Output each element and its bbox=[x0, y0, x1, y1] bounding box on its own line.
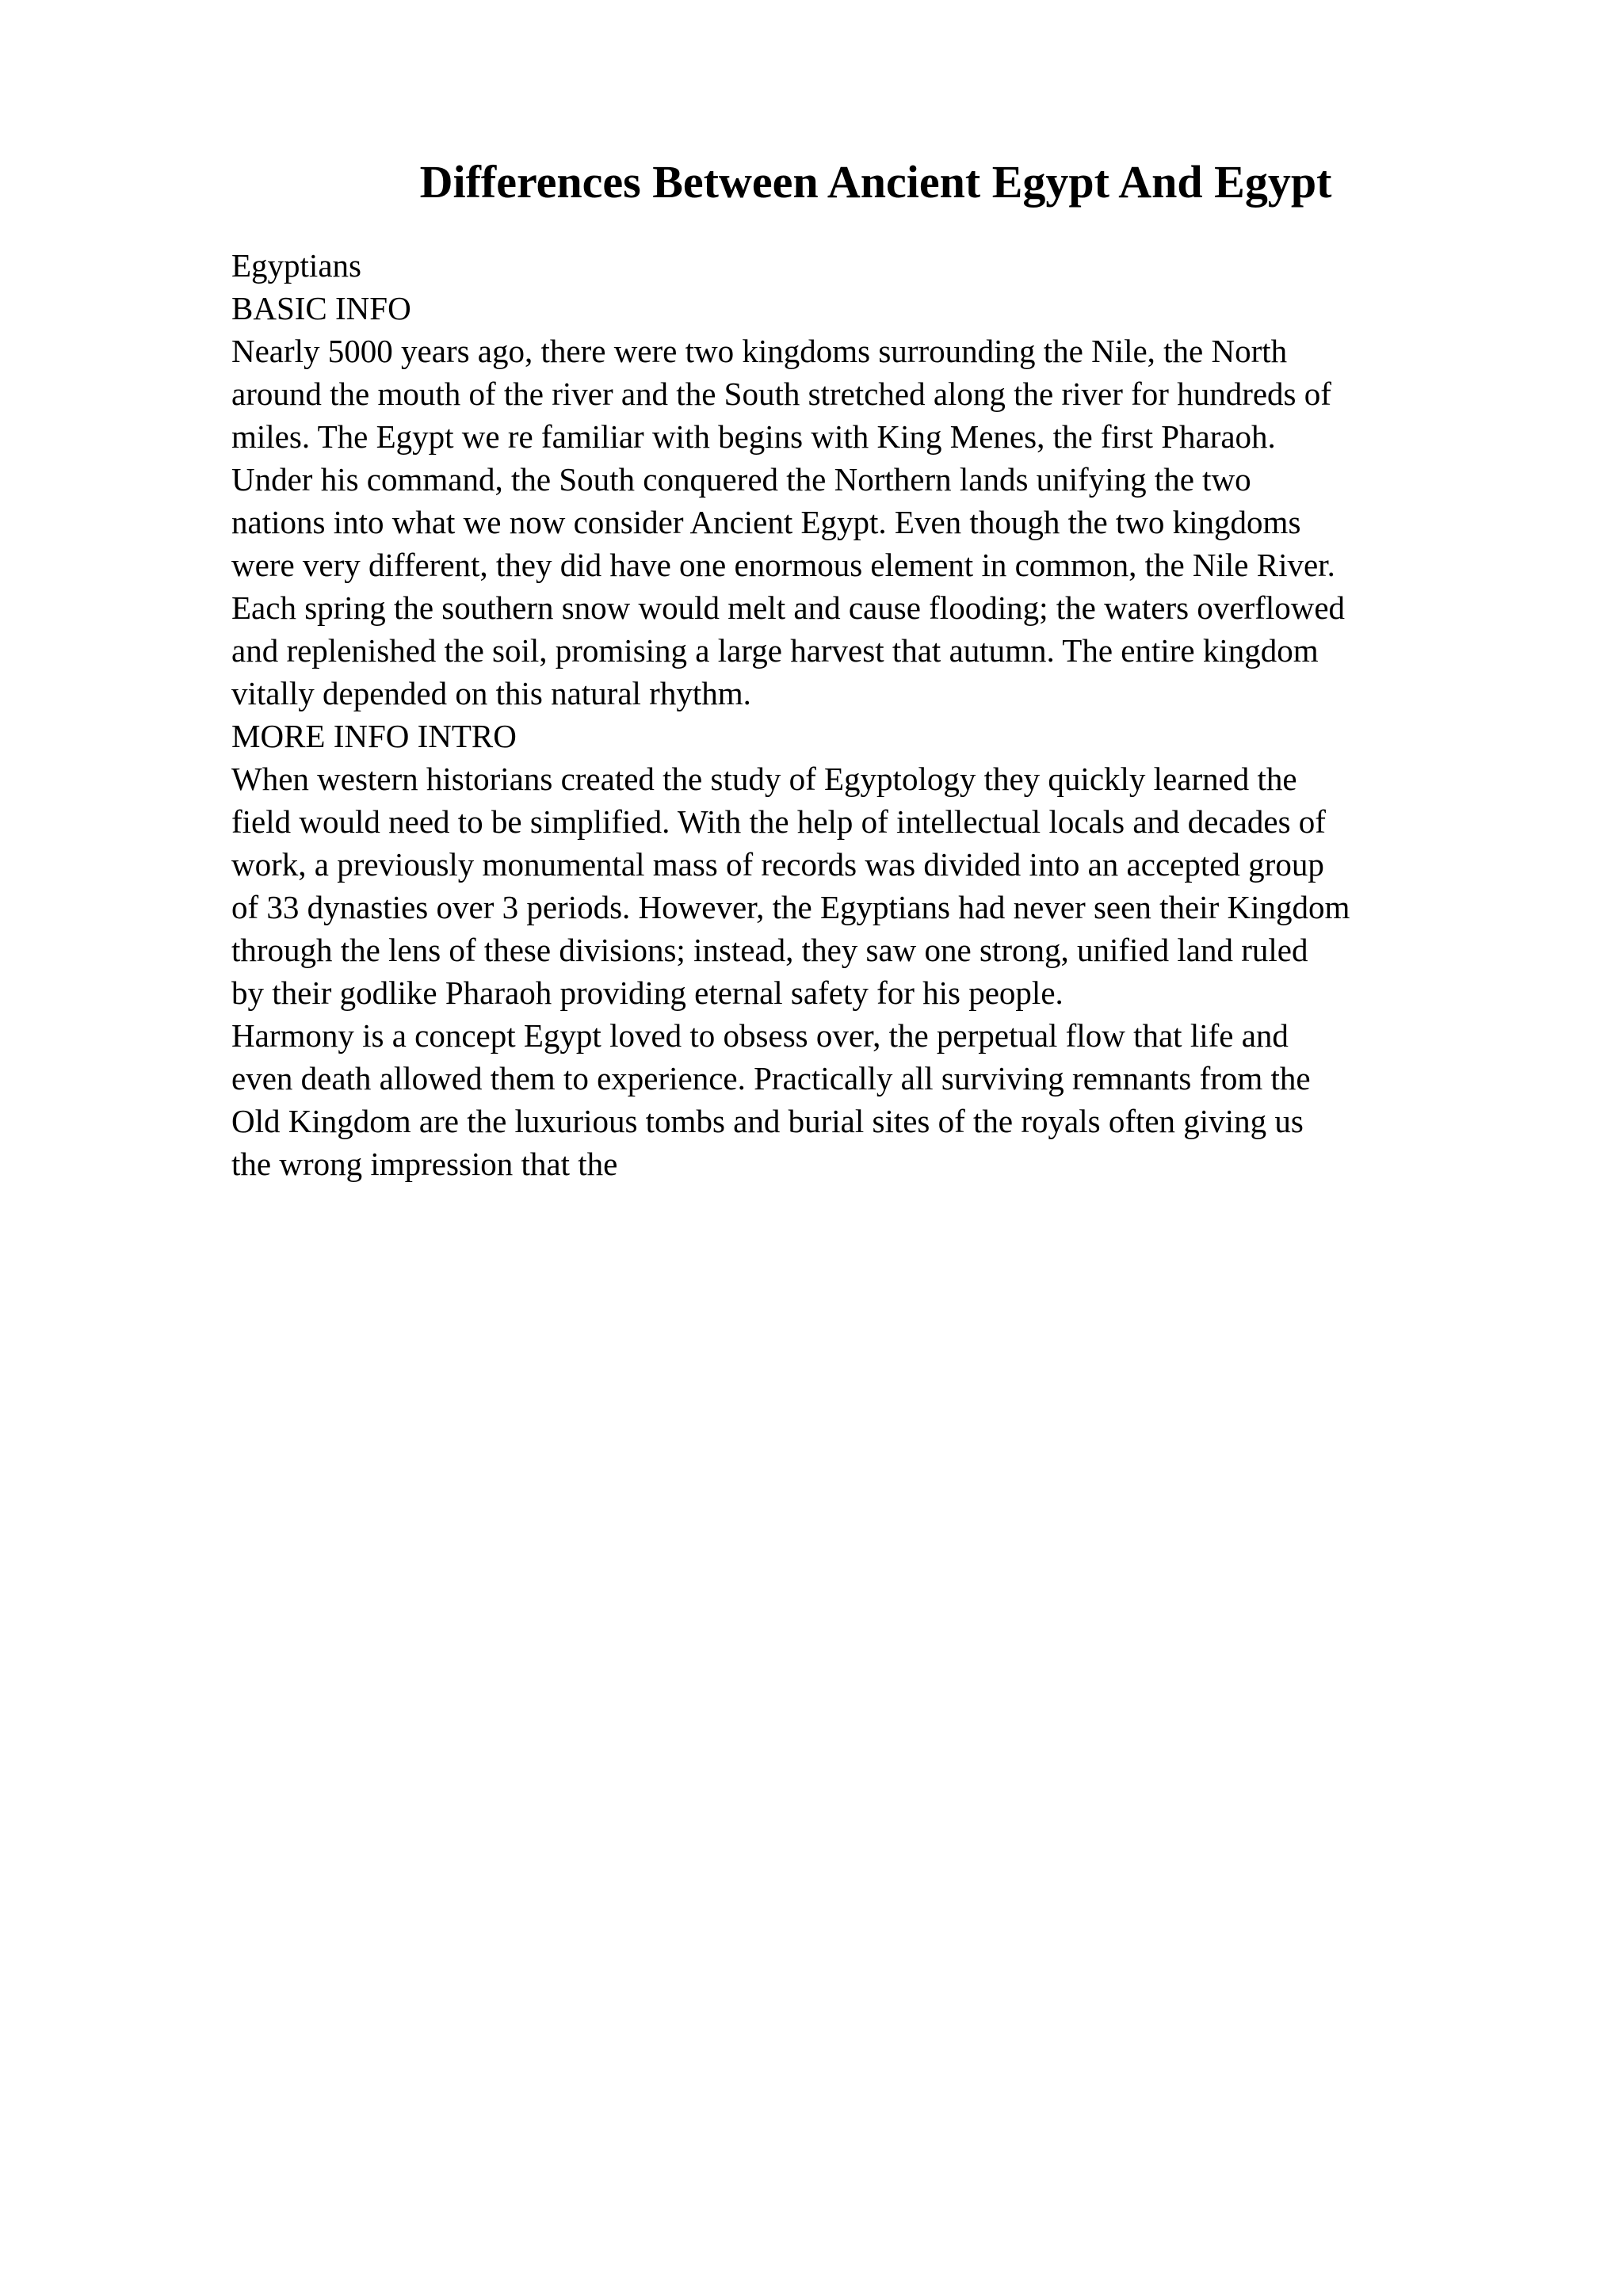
body-line: through the lens of these divisions; instead, they saw one strong, unified land ruled bbox=[231, 932, 1308, 968]
body-line: of 33 dynasties over 3 periods. However, the Egyptians had never seen their Kingdom bbox=[231, 889, 1350, 925]
body-line: even death allowed them to experience. Practically all surviving remnants from the bbox=[231, 1060, 1311, 1097]
body-line: vitally depended on this natural rhythm. bbox=[231, 675, 751, 711]
heading-basic-info: BASIC INFO bbox=[231, 290, 411, 326]
body-line: and replenished the soil, promising a large harvest that autumn. The entire kingdom bbox=[231, 632, 1319, 669]
body-line: field would need to be simplified. With the help of intellectual locals and decades of bbox=[231, 803, 1326, 840]
body-line: Under his command, the South conquered the Northern lands unifying the two bbox=[231, 461, 1251, 498]
heading-egyptians: Egyptians bbox=[231, 247, 361, 284]
body-line: around the mouth of the river and the South stretched along the river for hundreds of bbox=[231, 376, 1331, 412]
document-body bbox=[231, 244, 1515, 1185]
body-line: nations into what we now consider Ancient Egypt. Even though the two kingdoms bbox=[231, 504, 1301, 540]
body-line: miles. The Egypt we re familiar with begins with King Menes, the first Pharaoh. bbox=[231, 418, 1276, 455]
body-line: Harmony is a concept Egypt loved to obsess over, the perpetual flow that life and bbox=[231, 1017, 1289, 1054]
body-line: When western historians created the study of Egyptology they quickly learned the bbox=[231, 761, 1297, 797]
document-title: Differences Between Ancient Egypt And Egypt bbox=[419, 156, 1332, 208]
body-line: the wrong impression that the bbox=[231, 1146, 618, 1182]
heading-more-info-intro: MORE INFO INTRO bbox=[231, 718, 517, 754]
body-line: Nearly 5000 years ago, there were two kingdoms surrounding the Nile, the North bbox=[231, 333, 1288, 369]
body-line: by their godlike Pharaoh providing eternal safety for his people. bbox=[231, 974, 1064, 1011]
body-line: work, a previously monumental mass of records was divided into an accepted group bbox=[231, 846, 1324, 883]
body-line: were very different, they did have one enormous element in common, the Nile River. bbox=[231, 547, 1335, 583]
body-line: Each spring the southern snow would melt and cause flooding; the waters overflowed bbox=[231, 589, 1346, 626]
body-line: Old Kingdom are the luxurious tombs and burial sites of the royals often giving us bbox=[231, 1103, 1304, 1139]
